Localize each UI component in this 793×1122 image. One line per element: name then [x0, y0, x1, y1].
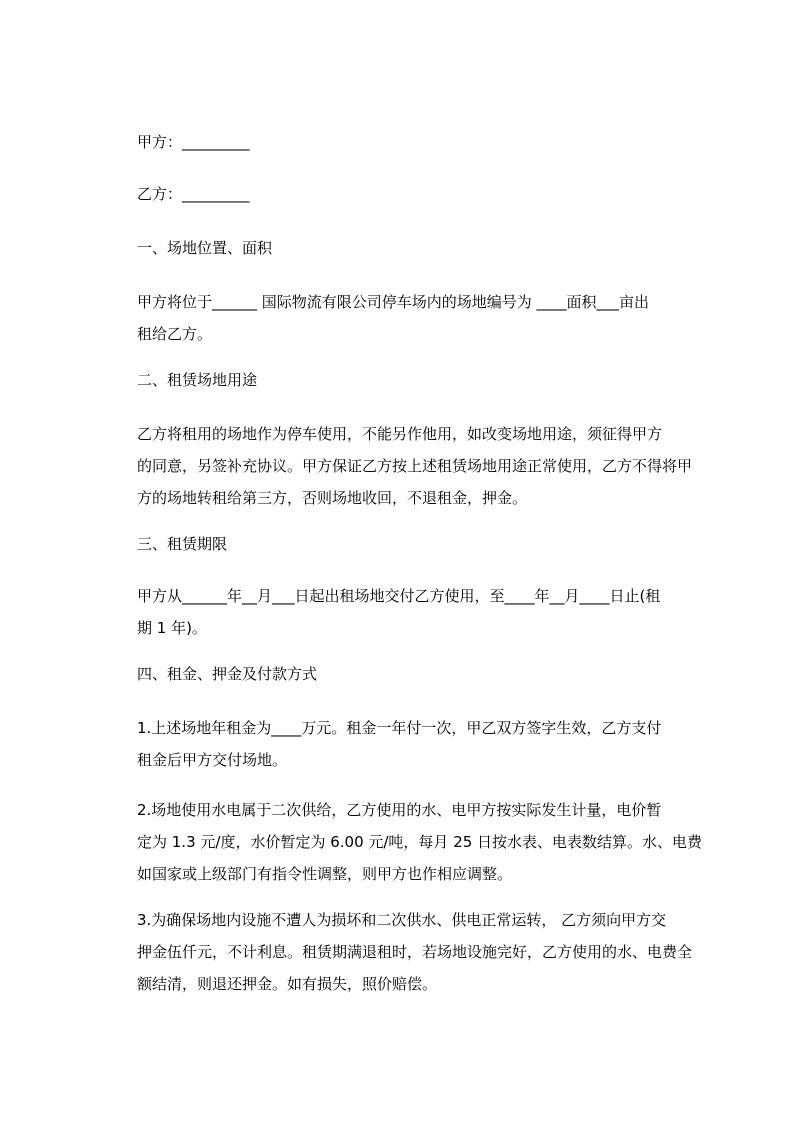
section4-item-1: [137, 712, 697, 776]
section4-item-2-line-3: 如国家或上级部门有指令性调整，则甲方也作相应调整。: [137, 865, 513, 883]
section4-item-3: [137, 904, 697, 1000]
section3-line-1: 甲方从______年__月___日起出租场地交付乙方使用，至____年__月____日止(租: [137, 587, 661, 605]
section3-line-2: 期 1 年)。: [137, 619, 207, 637]
section1-heading: 一、场地位置、面积: [137, 239, 273, 257]
section4-item-1-line-1: 1.上述场地年租金为____万元。租金一年付一次，甲乙双方签字生效，乙方支付: [137, 719, 662, 737]
section1-paragraph: [137, 286, 697, 350]
party-a-line: 甲方：_________: [137, 133, 250, 151]
section4-item-3-line-3: 额结清，则退还押金。如有损失，照价赔偿。: [137, 975, 438, 993]
section4-item-2-line-2: 定为 1.3 元/度，水价暂定为 6.00 元/吨，每月 25 日按水表、电表数结算。水、电费: [137, 833, 703, 851]
section3-heading: 三、租赁期限: [137, 535, 228, 553]
section2-heading: 二、租赁场地用途: [137, 371, 258, 389]
section3-paragraph: [137, 580, 697, 644]
section2-paragraph: [137, 418, 697, 514]
section4-item-2: [137, 794, 703, 890]
section4-item-3-line-2: 押金伍仟元，不计利息。租赁期满退租时，若场地设施完好，乙方使用的水、电费全: [137, 943, 693, 961]
section1-line-2: 租给乙方。: [137, 325, 213, 343]
party-b-line: 乙方：_________: [137, 185, 250, 203]
section2-line-1: 乙方将租用的场地作为停车使用，不能另作他用，如改变场地用途，须征得甲方: [137, 425, 663, 443]
section4-item-2-line-1: 2.场地使用水电属于二次供给，乙方使用的水、电甲方按实际发生计量，电价暂: [137, 801, 662, 819]
section2-line-3: 方的场地转租给第三方，否则场地收回，不退租金，押金。: [137, 489, 528, 507]
section4-item-1-line-2: 租金后甲方交付场地。: [137, 751, 288, 769]
section4-heading: 四、租金、押金及付款方式: [137, 665, 318, 683]
section1-line-1: 甲方将位于______ 国际物流有限公司停车场内的场地编号为 ____面积___亩出: [137, 293, 650, 311]
section2-line-2: 的同意，另签补充协议。甲方保证乙方按上述租赁场地用途正常使用，乙方不得将甲: [137, 457, 693, 475]
section4-item-3-line-1: 3.为确保场地内设施不遭人为损坏和二次供水、供电正常运转， 乙方须向甲方交: [137, 911, 667, 929]
